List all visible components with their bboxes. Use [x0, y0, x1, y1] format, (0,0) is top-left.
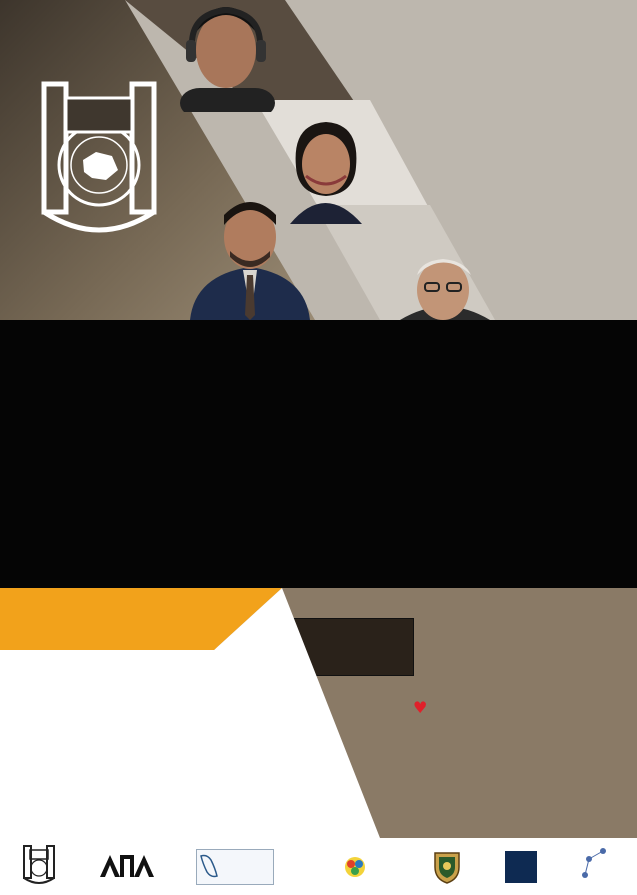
uam-emblem-icon — [98, 853, 156, 879]
remineo-logo — [196, 844, 274, 890]
heart-icon: ♥ — [413, 698, 428, 717]
top-collage — [0, 0, 637, 320]
redgce-network-icon — [579, 847, 627, 887]
udemedellin-logo — [310, 844, 402, 890]
hec-montreal-logo — [504, 844, 538, 890]
participant-photo-man-gray — [395, 245, 495, 320]
shield-emblem-icon — [433, 849, 461, 885]
shield-logo — [430, 844, 464, 890]
unach-logo — [8, 80, 188, 250]
remineo-map-icon — [199, 852, 219, 882]
title-band — [0, 320, 637, 588]
medellin-emblem-icon — [343, 855, 367, 879]
memoria-triangle — [0, 588, 637, 838]
footer-logos — [0, 838, 637, 895]
hec-text — [505, 851, 537, 859]
unach-footer-logo — [14, 844, 64, 890]
uam-logo — [92, 844, 162, 890]
redgce-logo — [578, 844, 628, 890]
participant-photo-man-suit — [185, 195, 315, 320]
unach-footer-emblem-icon — [14, 844, 64, 890]
